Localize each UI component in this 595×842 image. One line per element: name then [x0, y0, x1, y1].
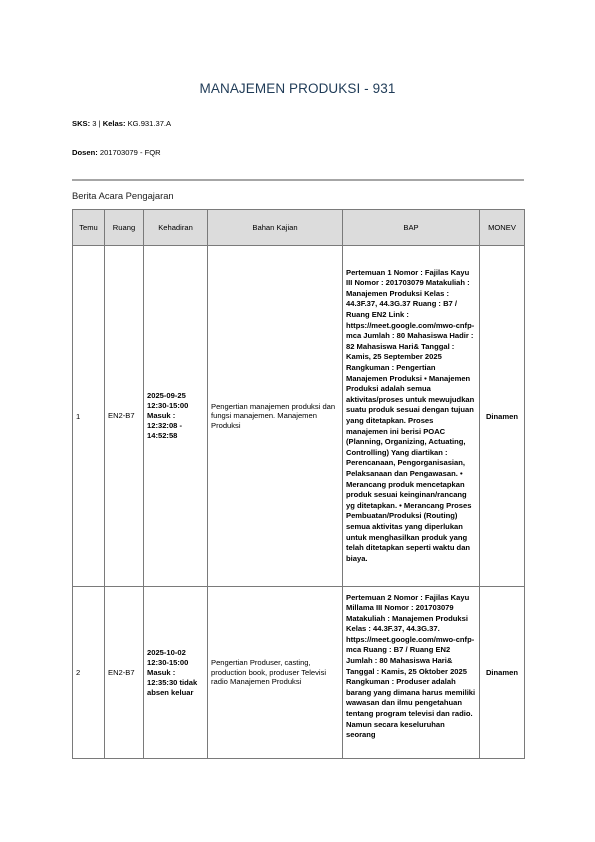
header-ruang: Ruang: [105, 210, 144, 246]
table-header-row: [73, 210, 525, 246]
header-monev: MONEV: [480, 210, 525, 246]
cell-temu: 2: [73, 587, 105, 759]
cell-bahan-kajian: Pengertian manajemen produksi dan fungsi manajemen. Manajemen Produksi: [208, 246, 343, 587]
cell-bap: [343, 246, 480, 587]
cell-ruang: EN2-B7: [105, 587, 144, 759]
section-divider: [72, 179, 524, 181]
cell-temu: 1: [73, 246, 105, 587]
header-temu: Temu: [73, 210, 105, 246]
bap-text: Pertemuan 1 Nomor : Fajilas Kayu III Nomor : 201703079 Matakuliah : Manajemen Produksi Kelas : 44.3F.37, 44.3G.37 Ruang : B7 / Ruang EN2 Link : https://meet.google.com/mwo-cnfp-mca Jumlah : 80 Mahasiswa Hadir : 82 Mahasiswa Hari& Tanggal : Kamis, 25 September 2025 Rangkuman : Pengertian Manajemen Produksi • Manajemen Produksi adalah semua aktivitas/proses untuk mewujudkan suatu produk sesuai dengan tujuan yang ditetapkan. Proses manajemen ini berisi POAC (Planning, Organizing, Actuating, Controlling) Yang diartikan : Perencanaan, Pengorganisasian, Pelaksanaan dan Pengawasan. • Merancang produk mencetapkan produk sesuai keinginan/rancang yg ditetapkan. • Merancang Proses Pembuatan/Produksi (Routing) semua aktivitas yang diperlukan untuk menghasilkan produk yang telah ditetapkan seperti waktu dan biaya.: [346, 267, 475, 563]
bap-text: Pertemuan 2 Nomor : Fajilas Kayu Millama III Nomor : 201703079 Matakuliah : Manajemen Produksi Kelas : 44.3F.37, 44.3G.37. https://meet.google.com/mwo-cnfp-mca Ruang : B7 / Ruang EN2 Jumlah : 80 Mahasiswa Hari& Tanggal : Kamis, 25 Oktober 2025 Rangkuman : Produser adalah barang yang dimana harus memiliki wawasan dan ilmu pengetahuan tentang program televisi dan radio. Namun secara keseluruhan seorang: [346, 592, 476, 740]
header-kehadiran: Kehadiran: [144, 210, 208, 246]
cell-kehadiran: 2025-09-25 12:30-15:00 Masuk : 12:32:08 - 14:52:58: [144, 246, 208, 587]
lecturer-info: [72, 148, 161, 157]
page-title: MANAJEMEN PRODUKSI - 931: [199, 81, 396, 96]
cell-bahan-kajian: Pengertian Produser, casting, production book, produser Televisi radio Manajemen Produksi: [208, 587, 343, 759]
bap-table: [72, 209, 525, 759]
dosen-label: Dosen:: [72, 148, 98, 157]
header-bap: BAP: [343, 210, 480, 246]
kelas-label: Kelas:: [102, 119, 126, 128]
cell-bap: [343, 587, 480, 759]
header-bahan-kajian: Bahan Kajian: [208, 210, 343, 246]
cell-ruang: EN2-B7: [105, 246, 144, 587]
cell-kehadiran: 2025-10-02 12:30-15:00 Masuk : 12:35:30 tidak absen keluar: [144, 587, 208, 759]
course-info: [72, 119, 171, 128]
kelas-value: KG.931.37.A: [125, 119, 172, 128]
section-title: Berita Acara Pengajaran: [72, 190, 174, 201]
sks-value: 3 |: [92, 119, 103, 128]
table-row: [73, 246, 525, 587]
cell-monev: Dinamen: [480, 587, 525, 759]
cell-monev: Dinamen: [480, 246, 525, 587]
dosen-value: 201703079 - FQR: [97, 148, 161, 157]
sks-label: SKS:: [72, 119, 91, 128]
table-row: [73, 587, 525, 759]
